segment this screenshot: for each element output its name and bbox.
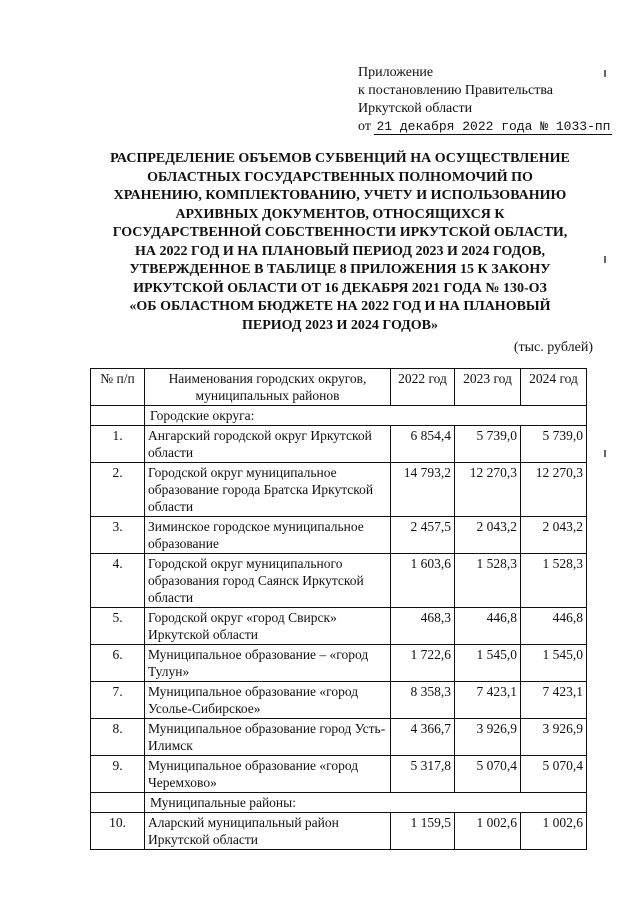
table-row: [91, 517, 587, 554]
row-name: Муниципальное образование «город Черемхово»: [145, 756, 391, 793]
section-heading: Городские округа:: [145, 406, 587, 426]
value-2024: 1 002,6: [521, 813, 587, 850]
appendix-date-line: [358, 118, 612, 136]
value-2023: 5 739,0: [455, 426, 521, 463]
row-number: 3.: [91, 517, 145, 554]
row-name: Городской округ муниципального образования город Саянск Иркутской области: [145, 554, 391, 608]
row-name: Зиминское городское муниципальное образование: [145, 517, 391, 554]
row-name: Ангарский городской округ Иркутской области: [145, 426, 391, 463]
value-2022: 1 159,5: [391, 813, 455, 850]
document-title: [88, 150, 592, 335]
scan-mark: [604, 70, 606, 77]
table-header-row: [91, 369, 587, 406]
header-2022: 2022 год: [391, 369, 455, 406]
value-2023: 1 002,6: [455, 813, 521, 850]
section-empty-cell: [91, 406, 145, 426]
table-row: [91, 813, 587, 850]
value-2022: 1 722,6: [391, 645, 455, 682]
appendix-line-1: Приложение: [358, 65, 434, 80]
table-row: [91, 554, 587, 608]
value-2024: 5 070,4: [521, 756, 587, 793]
scan-mark: [604, 256, 606, 263]
appendix-block: [358, 64, 612, 136]
appendix-date-value: 21 декабря 2022 года № 1033-пп: [376, 119, 611, 134]
value-2024: 12 270,3: [521, 463, 587, 517]
value-2022: 4 366,7: [391, 719, 455, 756]
row-number: 2.: [91, 463, 145, 517]
value-2024: 2 043,2: [521, 517, 587, 554]
value-2022: 2 457,5: [391, 517, 455, 554]
row-name: Муниципальное образование город Усть-Илимск: [145, 719, 391, 756]
value-2024: 5 739,0: [521, 426, 587, 463]
value-2023: 1 545,0: [455, 645, 521, 682]
row-number: 5.: [91, 608, 145, 645]
title-line: ХРАНЕНИЮ, КОМПЛЕКТОВАНИЮ, УЧЕТУ И ИСПОЛЬЗОВАНИЮ: [113, 188, 567, 203]
value-2022: 1 603,6: [391, 554, 455, 608]
title-line: ПЕРИОД 2023 И 2024 ГОДОВ»: [242, 317, 438, 333]
units-label: (тыс. рублей): [513, 340, 593, 355]
row-number: 4.: [91, 554, 145, 608]
title-line: АРХИВНЫХ ДОКУМЕНТОВ, ОТНОСЯЩИХСЯ К: [175, 206, 505, 222]
value-2024: 1 545,0: [521, 645, 587, 682]
title-line: НА 2022 ГОД И НА ПЛАНОВЫЙ ПЕРИОД 2023 И 2024 ГОДОВ,: [135, 243, 545, 259]
title-line: РАСПРЕДЕЛЕНИЕ ОБЪЕМОВ СУБВЕНЦИЙ НА ОСУЩЕСТВЛЕНИЕ: [110, 151, 570, 166]
value-2024: 3 926,9: [521, 719, 587, 756]
value-2023: 12 270,3: [455, 463, 521, 517]
section-row: [91, 793, 587, 813]
row-name: Муниципальное образование «город Усолье-Сибирское»: [145, 682, 391, 719]
value-2023: 2 043,2: [455, 517, 521, 554]
row-name: Городской округ «город Свирск» Иркутской области: [145, 608, 391, 645]
appendix-line-2: к постановлению Правительства: [358, 83, 554, 98]
value-2024: 7 423,1: [521, 682, 587, 719]
section-row: [91, 406, 587, 426]
value-2022: 6 854,4: [391, 426, 455, 463]
table-row: [91, 426, 587, 463]
header-2024: 2024 год: [521, 369, 587, 406]
row-number: 6.: [91, 645, 145, 682]
row-name: Городской округ муниципальное образование города Братска Иркутской области: [145, 463, 391, 517]
title-line: ГОСУДАРСТВЕННОЙ СОБСТВЕННОСТИ ИРКУТСКОЙ ОБЛАСТИ,: [112, 225, 568, 240]
value-2023: 446,8: [455, 608, 521, 645]
table-body: [91, 406, 587, 850]
value-2022: 8 358,3: [391, 682, 455, 719]
header-name: Наименования городских округов, муниципальных районов: [145, 369, 391, 406]
table-row: [91, 756, 587, 793]
row-number: 1.: [91, 426, 145, 463]
value-2022: 468,3: [391, 608, 455, 645]
value-2024: 1 528,3: [521, 554, 587, 608]
section-heading: Муниципальные районы:: [145, 793, 587, 813]
row-number: 9.: [91, 756, 145, 793]
section-empty-cell: [91, 793, 145, 813]
value-2023: 7 423,1: [455, 682, 521, 719]
title-line: ОБЛАСТНЫХ ГОСУДАРСТВЕННЫХ ПОЛНОМОЧИЙ ПО: [147, 169, 533, 185]
value-2023: 3 926,9: [455, 719, 521, 756]
header-2023: 2023 год: [455, 369, 521, 406]
row-number: 7.: [91, 682, 145, 719]
row-number: 10.: [91, 813, 145, 850]
appendix-line-3: Иркутской области: [358, 101, 473, 116]
value-2023: 5 070,4: [455, 756, 521, 793]
table-row: [91, 682, 587, 719]
value-2022: 5 317,8: [391, 756, 455, 793]
value-2022: 14 793,2: [391, 463, 455, 517]
row-name: Аларский муниципальный район Иркутской области: [145, 813, 391, 850]
title-line: «ОБ ОБЛАСТНОМ БЮДЖЕТЕ НА 2022 ГОД И НА ПЛАНОВЫЙ: [129, 299, 551, 314]
title-line: ИРКУТСКОЙ ОБЛАСТИ ОТ 16 ДЕКАБРЯ 2021 ГОДА № 130-ОЗ: [133, 280, 547, 296]
header-num: № п/п: [91, 369, 145, 406]
table-row: [91, 463, 587, 517]
value-2023: 1 528,3: [455, 554, 521, 608]
title-line: УТВЕРЖДЕННОЕ В ТАБЛИЦЕ 8 ПРИЛОЖЕНИЯ 15 К ЗАКОНУ: [129, 262, 551, 277]
table-row: [91, 719, 587, 756]
appendix-date-prefix: от: [358, 119, 371, 134]
value-2024: 446,8: [521, 608, 587, 645]
table-row: [91, 608, 587, 645]
subvention-table: [90, 368, 587, 850]
table-row: [91, 645, 587, 682]
scan-mark: [604, 450, 606, 457]
row-name: Муниципальное образование – «город Тулун»: [145, 645, 391, 682]
row-number: 8.: [91, 719, 145, 756]
